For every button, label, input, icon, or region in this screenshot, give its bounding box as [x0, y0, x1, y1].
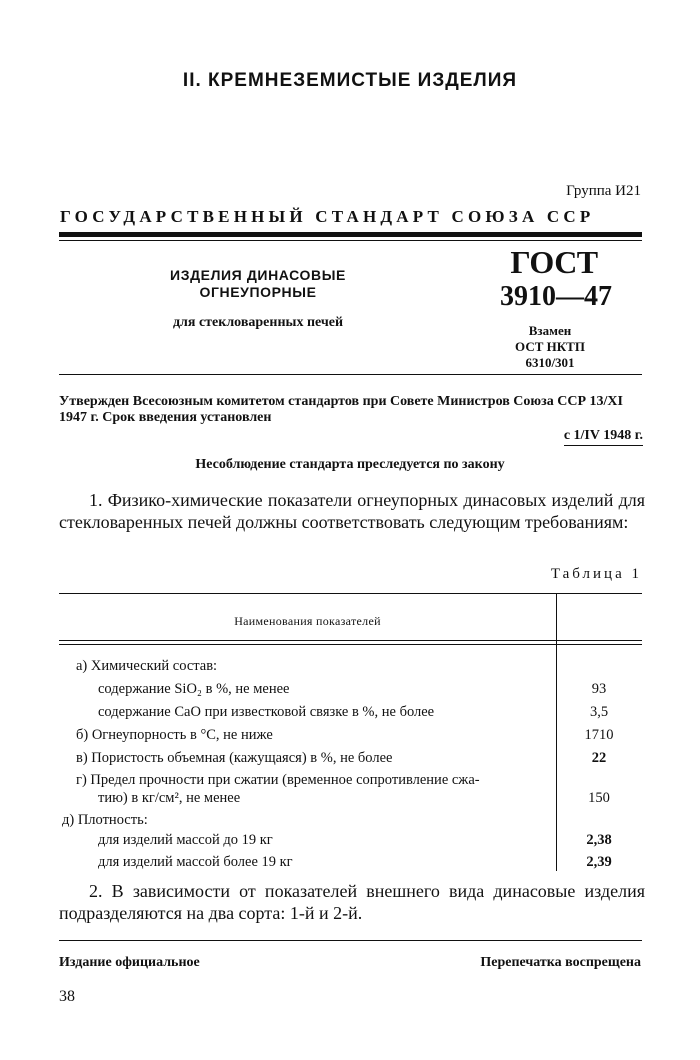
- table-top-rule: [59, 593, 642, 594]
- table-row-value: 3,5: [589, 704, 609, 720]
- paragraph-2-text: 2. В зависимости от показателей внешнего вида динасовые изделия подразделяются на два сорта: 1-й и 2-й.: [59, 881, 645, 923]
- gost-label: ГОСТ: [510, 244, 598, 280]
- table-row-value: 150: [588, 790, 610, 806]
- table-row-value: 93: [591, 681, 607, 697]
- table-row-value: 22: [591, 750, 607, 766]
- section-title: II. КРЕМНЕЗЕМИСТЫЕ ИЗДЕЛИЯ: [182, 70, 518, 91]
- group-label: Группа И21: [566, 183, 641, 199]
- product-name: [150, 267, 366, 301]
- product-subtitle: для стекловаренных печей: [172, 315, 344, 330]
- effective-date: с 1/IV 1948 г.: [564, 428, 643, 446]
- page-number: 38: [59, 988, 75, 1005]
- footer-rule: [59, 940, 642, 941]
- table-row-value: 1710: [584, 727, 614, 743]
- table-row-label: г) Предел прочности при сжатии (временное сопротивление сжа-: [76, 772, 480, 788]
- table-header-rule: [59, 644, 642, 645]
- table-header-rule: [59, 640, 642, 641]
- replaces-line1: Взамен: [528, 323, 572, 338]
- table-row-label: содержание SiO₂ в %, не менее: [98, 681, 290, 697]
- paragraph-1: [59, 489, 645, 533]
- table-column-divider: [556, 593, 557, 871]
- table-row-label: б) Огнеупорность в °С, не ниже: [76, 727, 273, 743]
- table-row-label: в) Пористость объемная (кажущаяся) в %, не более: [76, 750, 393, 766]
- table-caption: Таблица 1: [550, 566, 642, 582]
- product-name-line1: ИЗДЕЛИЯ ДИНАСОВЫЕ: [170, 267, 346, 283]
- divider: [59, 374, 642, 375]
- product-name-line2: ОГНЕУПОРНЫЕ: [199, 284, 317, 300]
- approval-text: Утвержден Всесоюзным комитетом стандартов при Совете Министров Союза ССР 13/XI 1947 г. Срок введения установлен: [59, 394, 623, 425]
- replaces-line3: 6310/301: [525, 355, 575, 370]
- law-notice: Несоблюдение стандарта преследуется по закону: [195, 457, 505, 472]
- replaces-block: [500, 323, 600, 371]
- table-header: Наименования показателей: [234, 614, 381, 628]
- state-standard-heading: ГОСУДАРСТВЕННЫЙ СТАНДАРТ СОЮЗА ССР: [60, 207, 595, 226]
- paragraph-2: [59, 880, 645, 924]
- table-row-label: тию) в кг/см², не менее: [98, 790, 241, 806]
- table-row-label: для изделий массой до 19 кг: [98, 832, 273, 848]
- thick-rule: [59, 232, 642, 237]
- replaces-line2: ОСТ НКТП: [515, 339, 585, 354]
- gost-number: 3910—47: [500, 281, 612, 312]
- paragraph-1-text: 1. Физико-химические показатели огнеупорных динасовых изделий для стекловаренных печей должны соответствовать следующим требованиям:: [59, 490, 645, 532]
- footer-left: Издание официальное: [59, 955, 200, 970]
- thin-rule: [59, 240, 642, 241]
- table-row-label: д) Плотность:: [62, 812, 148, 828]
- footer-right: Перепечатка воспрещена: [480, 955, 641, 970]
- table-row-label: содержание CaO при известковой связке в %, не более: [98, 704, 435, 720]
- table-row-value: 2,38: [586, 832, 612, 848]
- table-row-value: 2,39: [586, 854, 612, 870]
- table-row-label: для изделий массой более 19 кг: [98, 854, 293, 870]
- table-row-label: а) Химический состав:: [76, 658, 218, 674]
